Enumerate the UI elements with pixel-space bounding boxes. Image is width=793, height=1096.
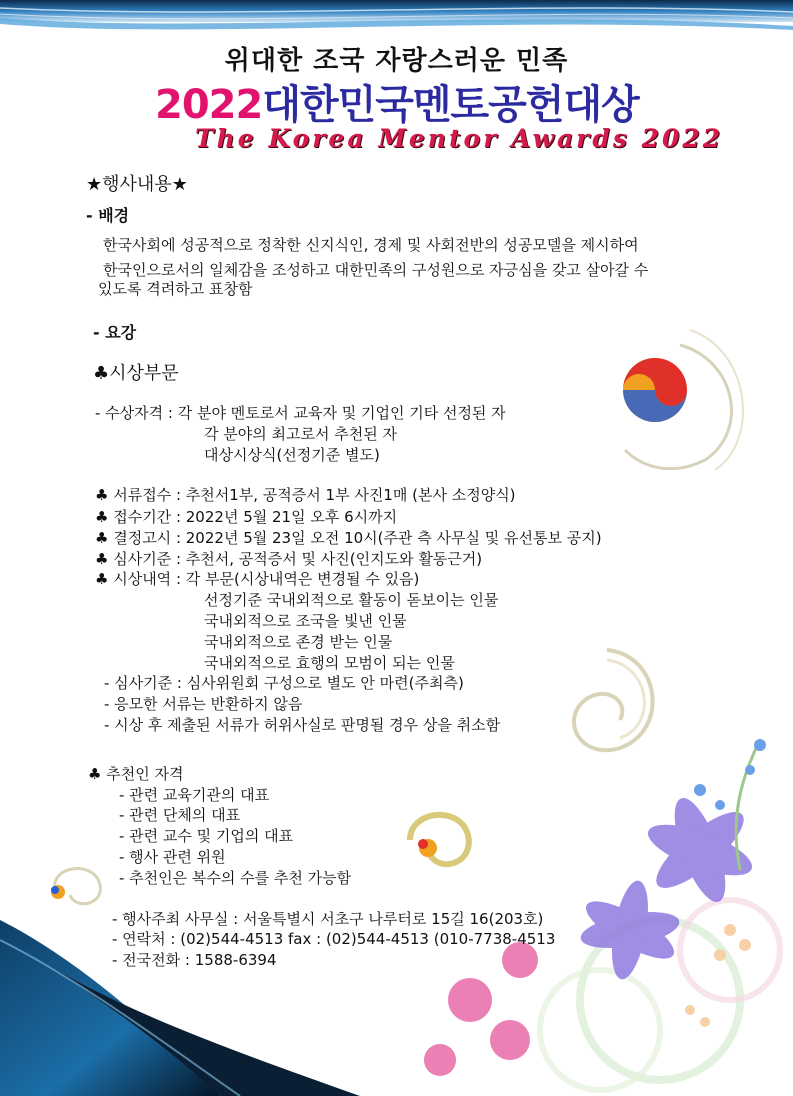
recommender-item: - 추천인은 복수의 수를 추천 가능함 [119,869,352,887]
award-item: 국내외적으로 효행의 모범이 되는 인물 [204,654,455,672]
recommender-item: - 관련 단체의 대표 [119,806,241,824]
detail-item: ♣ 결정고시 : 2022년 5월 23일 오전 10시(주관 측 사무실 및 유선통보 공지) [95,529,602,547]
recommender-item: - 관련 교수 및 기업의 대표 [119,827,294,845]
qualification-line: - 수상자격 : 각 분야 멘토로서 교육자 및 기업인 기타 선정된 자 [95,404,506,422]
swirl-ornament [390,790,485,885]
award-item: 국내외적으로 존경 받는 인물 [204,633,393,651]
note-item: - 응모한 서류는 반환하지 않음 [104,695,303,713]
detail-item: ♣ 접수기간 : 2022년 5월 21일 오후 6시까지 [95,508,398,526]
award-title [155,82,639,128]
background-label: - 배경 [86,206,130,225]
section-title: ★행사내용★ [86,174,188,195]
recommender-item: - 관련 교육기관의 대표 [119,786,270,804]
swirl-ornament [540,630,675,765]
contact-line: - 연락처 : (02)544-4513 fax : (02)544-4513 (010-7738-4513 [112,930,556,948]
detail-item: ♣ 시상내역 : 각 부문(시상내역은 변경될 수 있음) [95,570,420,588]
contact-line: - 행사주최 사무실 : 서울특별시 서초구 나루터로 15길 16(203호) [112,910,544,928]
background-line: 한국사회에 성공적으로 정착한 신지식인, 경제 및 사회전반의 성공모델을 제시하여 [103,236,639,254]
category-title: ♣시상부문 [93,363,179,384]
recommender-title: ♣ 추천인 자격 [88,765,184,783]
award-name: 대한민국멘토공헌대상 [262,82,639,128]
swirl-ornament [585,320,755,470]
qualification-line: 각 분야의 최고로서 추천된 자 [204,425,397,443]
background-line: 한국인으로서의 일체감을 조성하고 대한민족의 구성원으로 자긍심을 갖고 살아갈 수 [103,261,649,279]
note-item: - 심사기준 : 심사위원회 구성으로 별도 안 마련(주최측) [104,674,464,692]
background-line: 있도록 격려하고 표창함 [98,280,253,298]
qualification-line: 대상시상식(선정기준 별도) [204,446,380,464]
award-item: 선정기준 국내외적으로 활동이 돋보이는 인물 [204,591,499,609]
award-year: 2022 [155,82,263,128]
outline-label: - 요강 [93,323,137,342]
note-item: - 시상 후 제출된 서류가 허위사실로 판명될 경우 상을 취소함 [104,716,501,734]
detail-item: ♣ 서류접수 : 추천서1부, 공적증서 1부 사진1매 (본사 소정양식) [95,486,516,504]
swirl-ornament [40,850,110,915]
award-item: 국내외적으로 조국을 빛낸 인물 [204,612,407,630]
detail-item: ♣ 심사기준 : 추천서, 공적증서 및 사진(인지도와 활동근거) [95,550,483,568]
recommender-item: - 행사 관련 위원 [119,848,226,866]
top-wave-band [0,0,793,40]
english-title: The Korea Mentor Awards 2022 [195,124,724,153]
slogan: 위대한 조국 자랑스러운 민족 [224,46,569,76]
contact-line: - 전국전화 : 1588-6394 [112,951,277,969]
